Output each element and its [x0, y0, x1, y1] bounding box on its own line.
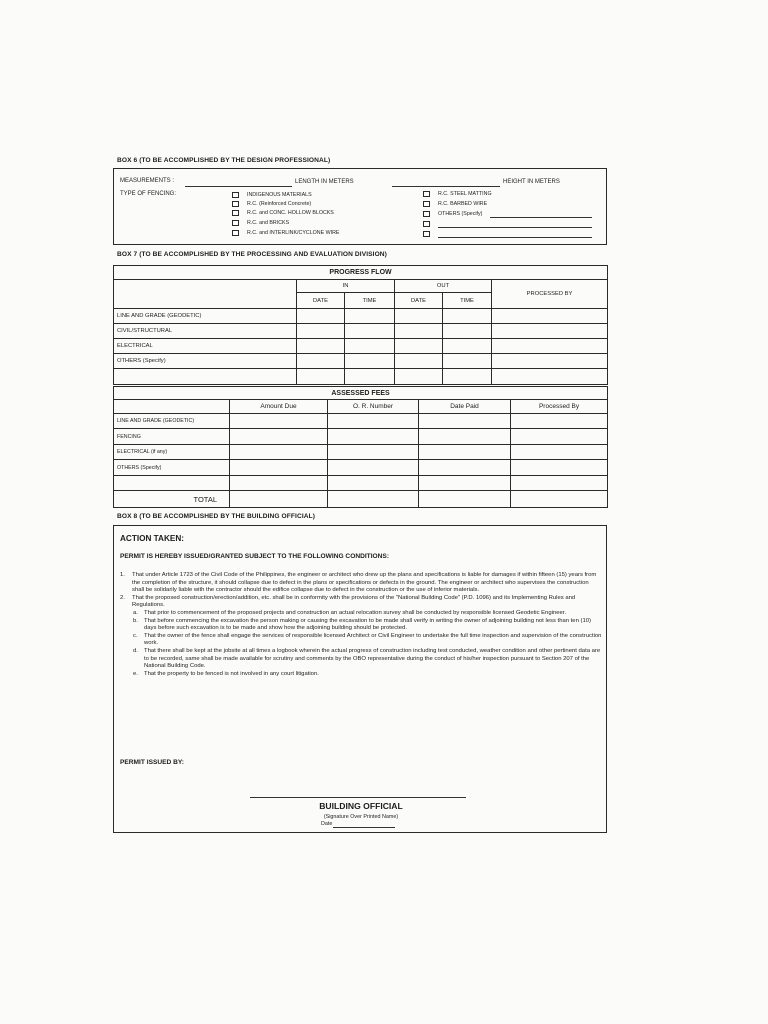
- table-cell[interactable]: [328, 445, 419, 460]
- table-cell[interactable]: [297, 309, 345, 324]
- box8-section: [113, 525, 607, 833]
- conditions-list: [120, 572, 602, 678]
- subcondition-text: That there shall be kept at the jobsite at all times a logbook wherein the actual progress of construction including test conducted, weather condition and other pertinent data are to be recorded, same shall be made available for scrutiny and comments by the OBO representative during the conduct of his/her inspection pursuant to Section 207 of the National Building Code.: [144, 647, 601, 670]
- processed-by-header: PROCESSED BY: [492, 280, 608, 309]
- row-label: ELECTRICAL: [114, 339, 297, 354]
- fencing-checkbox[interactable]: [423, 201, 430, 207]
- table-cell[interactable]: [395, 369, 443, 385]
- in-header: IN: [297, 280, 395, 293]
- assessed-fees-table: [113, 386, 608, 508]
- processed-by-header: Processed By: [511, 400, 608, 414]
- table-cell[interactable]: [230, 414, 328, 429]
- table-cell[interactable]: [297, 324, 345, 339]
- signature-line[interactable]: [250, 797, 466, 798]
- or-number-header: O. R. Number: [328, 400, 419, 414]
- row-label: OTHERS (Specify): [114, 354, 297, 369]
- table-cell[interactable]: [230, 429, 328, 445]
- table-cell[interactable]: [419, 445, 511, 460]
- table-row: [114, 369, 608, 385]
- table-cell[interactable]: [395, 309, 443, 324]
- table-cell[interactable]: [345, 309, 395, 324]
- table-cell[interactable]: [492, 354, 608, 369]
- table-cell[interactable]: [511, 429, 608, 445]
- table-cell[interactable]: [511, 491, 608, 508]
- row-label: FENCING: [114, 429, 230, 445]
- table-row: [114, 460, 608, 476]
- row-label: [114, 476, 230, 491]
- box6-section: [113, 168, 607, 245]
- row-label: [114, 369, 297, 385]
- subcondition-item: [120, 671, 602, 679]
- progress-flow-table: [113, 265, 608, 385]
- row-label: OTHERS (Specify): [114, 460, 230, 476]
- permit-issued-by-label: PERMIT ISSUED BY:: [120, 759, 184, 766]
- fencing-option: R.C. and CONC. HOLLOW BLOCKS: [247, 210, 334, 216]
- signature-note: (Signature Over Printed Name): [323, 814, 399, 820]
- subcondition-text: That the owner of the fence shall engage the services of responsible licensed Architect or Civil Engineer to undertake the full time inspection and supervision of the construction work.: [144, 632, 602, 647]
- fencing-option: R.C. and BRICKS: [247, 220, 290, 226]
- table-cell[interactable]: [443, 369, 492, 385]
- assessed-fees-header: ASSESSED FEES: [114, 387, 608, 400]
- subcondition-text: That before commencing the excavation the person making or causing the excavation to be made shall verify in writing the owner of adjoining building not less than ten (10) days before such excavation is to be made and show how the adjoining building should be protected.: [144, 617, 591, 632]
- box7-title: BOX 7 (TO BE ACCOMPLISHED BY THE PROCESSING AND EVALUATION DIVISION): [117, 251, 387, 258]
- condition-text: That under Article 1723 of the Civil Code of the Philippines, the engineer or architect who drew up the plans and specifications is liable for damages if within fifteen (15) years from the completion of the structure, it should collapse due to defect in the plans or specifications or defects in the ground. The engineer or architect who supervises the construction shall be solidarily liable with the contractor should the edifice collapse due to defect in the construction or the use of inferior materials.: [132, 572, 597, 594]
- row-label: ELECTRICAL (if any): [114, 445, 230, 460]
- table-cell[interactable]: [297, 354, 345, 369]
- height-input-line[interactable]: [392, 186, 500, 187]
- table-cell[interactable]: [511, 460, 608, 476]
- subcondition-item: [120, 610, 602, 618]
- subcondition-item: [120, 648, 602, 671]
- table-cell[interactable]: [419, 476, 511, 491]
- table-row: [114, 445, 608, 460]
- table-cell[interactable]: [297, 369, 345, 385]
- table-cell[interactable]: [345, 339, 395, 354]
- progress-flow-header: PROGRESS FLOW: [114, 266, 608, 280]
- measurements-label: MEASUREMENTS :: [120, 178, 175, 184]
- table-cell[interactable]: [328, 491, 419, 508]
- progress-flow-blank: [114, 280, 297, 309]
- date-input-line[interactable]: [333, 827, 395, 828]
- fencing-checkbox[interactable]: [232, 220, 239, 226]
- table-cell[interactable]: [419, 460, 511, 476]
- subcondition-item: [120, 618, 602, 633]
- subcondition-item: [120, 633, 602, 648]
- table-row: [114, 414, 608, 429]
- table-row: [114, 339, 608, 354]
- length-input-line[interactable]: [185, 186, 292, 187]
- total-amount-cell[interactable]: [230, 491, 328, 508]
- subcondition-letter: d.: [133, 647, 138, 654]
- table-cell[interactable]: [328, 429, 419, 445]
- table-cell[interactable]: [511, 476, 608, 491]
- table-cell[interactable]: [492, 369, 608, 385]
- box6-title: BOX 6 (TO BE ACCOMPLISHED BY THE DESIGN PROFESSIONAL): [117, 157, 331, 164]
- table-cell[interactable]: [443, 339, 492, 354]
- others-specify-line[interactable]: [438, 227, 592, 228]
- table-cell[interactable]: [511, 414, 608, 429]
- total-label: TOTAL: [114, 491, 230, 508]
- table-cell[interactable]: [297, 339, 345, 354]
- fencing-type-label: TYPE OF FENCING:: [120, 191, 177, 197]
- table-cell[interactable]: [328, 476, 419, 491]
- others-specify-line[interactable]: [490, 217, 592, 218]
- table-cell[interactable]: [492, 324, 608, 339]
- table-cell[interactable]: [230, 476, 328, 491]
- table-cell[interactable]: [345, 324, 395, 339]
- table-cell[interactable]: [443, 354, 492, 369]
- out-date-header: DATE: [395, 293, 443, 309]
- box8-title: BOX 8 (TO BE ACCOMPLISHED BY THE BUILDING OFFICIAL): [117, 513, 316, 520]
- table-cell[interactable]: [492, 309, 608, 324]
- subcondition-letter: a.: [133, 609, 138, 616]
- in-time-header: TIME: [345, 293, 395, 309]
- table-cell[interactable]: [328, 460, 419, 476]
- table-cell[interactable]: [395, 354, 443, 369]
- table-cell[interactable]: [492, 339, 608, 354]
- subcondition-letter: e.: [133, 670, 138, 677]
- condition-text: That the proposed construction/erection/addition, etc. shall be in conformity with the provisions of the "National Building Code" (P.D. 1096) and its Implementing Rules and Regulations.: [132, 594, 576, 609]
- table-cell[interactable]: [419, 414, 511, 429]
- date-paid-header: Date Paid: [419, 400, 511, 414]
- table-row: [114, 354, 608, 369]
- height-label: HEIGHT IN METERS: [503, 179, 560, 185]
- fencing-option: OTHERS (Specify): [438, 211, 483, 217]
- table-cell[interactable]: [345, 369, 395, 385]
- permit-conditions-heading: PERMIT IS HEREBY ISSUED/GRANTED SUBJECT TO THE FOLLOWING CONDITIONS:: [120, 553, 390, 560]
- date-label: Date: [321, 821, 333, 827]
- table-cell[interactable]: [443, 309, 492, 324]
- fencing-option: R.C. STEEL MATTING: [438, 191, 492, 197]
- subcondition-text: That the property to be fenced is not involved in any court litigation.: [144, 670, 319, 677]
- table-cell[interactable]: [230, 445, 328, 460]
- subcondition-text: That prior to commencement of the proposed projects and construction an actual relocation survey shall be conducted by responsible licensed Geodetic Engineer.: [144, 609, 567, 616]
- action-taken-label: ACTION TAKEN:: [120, 534, 184, 543]
- amount-due-header: Amount Due: [230, 400, 328, 414]
- table-cell[interactable]: [511, 445, 608, 460]
- fencing-checkbox[interactable]: [423, 191, 430, 197]
- length-label: LENGTH IN METERS: [295, 179, 354, 185]
- others-specify-line[interactable]: [438, 237, 592, 238]
- building-official-title: BUILDING OFFICIAL: [319, 801, 403, 811]
- fencing-checkbox[interactable]: [423, 231, 430, 237]
- subcondition-letter: c.: [133, 632, 138, 639]
- table-cell[interactable]: [419, 429, 511, 445]
- fencing-checkbox[interactable]: [232, 230, 239, 236]
- fencing-option: R.C. and INTERLINK/CYCLONE WIRE: [247, 230, 340, 236]
- fencing-checkbox[interactable]: [232, 210, 239, 216]
- table-cell[interactable]: [395, 339, 443, 354]
- condition-number: 2.: [120, 594, 125, 601]
- fencing-option: R.C. BARBED WIRE: [438, 201, 488, 207]
- table-cell[interactable]: [395, 324, 443, 339]
- table-row: [114, 309, 608, 324]
- table-cell[interactable]: [345, 354, 395, 369]
- row-label: LINE AND GRADE (GEODETIC): [114, 309, 297, 324]
- subcondition-letter: b.: [133, 617, 138, 624]
- table-cell[interactable]: [328, 414, 419, 429]
- fees-blank-header: [114, 400, 230, 414]
- fencing-option: INDIGENOUS MATERIALS: [247, 192, 312, 198]
- condition-item: [120, 595, 602, 610]
- out-header: OUT: [395, 280, 492, 293]
- condition-item: [120, 572, 602, 595]
- table-cell[interactable]: [419, 491, 511, 508]
- out-time-header: TIME: [443, 293, 492, 309]
- table-row: [114, 324, 608, 339]
- table-cell[interactable]: [443, 324, 492, 339]
- row-label: CIVIL/STRUCTURAL: [114, 324, 297, 339]
- row-label: LINE AND GRADE (GEODETIC): [114, 414, 230, 429]
- condition-number: 1.: [120, 572, 125, 578]
- table-row: [114, 476, 608, 491]
- fencing-checkbox[interactable]: [423, 221, 430, 227]
- fencing-checkbox[interactable]: [232, 201, 239, 207]
- fencing-option: R.C. (Reinforced Concrete): [247, 201, 312, 207]
- in-date-header: DATE: [297, 293, 345, 309]
- fencing-checkbox[interactable]: [232, 192, 239, 198]
- total-row: [114, 491, 608, 508]
- fencing-checkbox[interactable]: [423, 211, 430, 217]
- table-cell[interactable]: [230, 460, 328, 476]
- table-row: [114, 429, 608, 445]
